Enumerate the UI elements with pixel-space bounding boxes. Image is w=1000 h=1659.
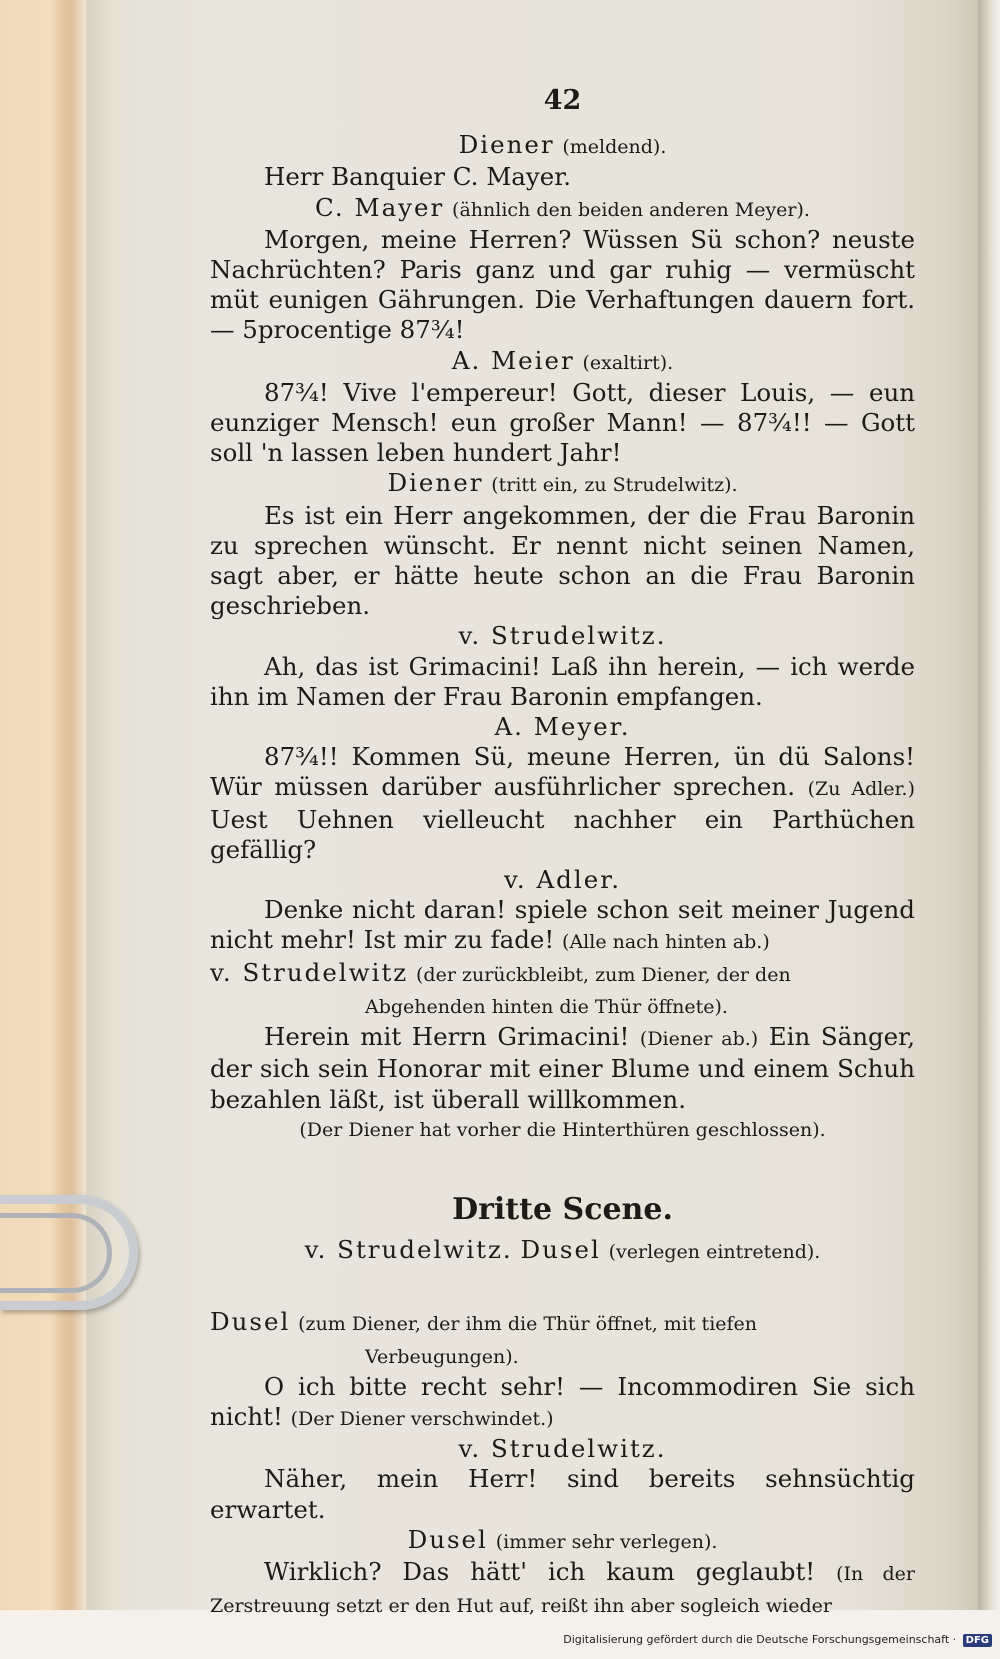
scene-heading: Dritte Scene. xyxy=(452,1191,673,1227)
page-text xyxy=(210,86,915,1621)
stage-direction: (Der Diener hat vorher die Hinterthüren geschlossen). xyxy=(299,1118,826,1141)
page-number: 42 xyxy=(543,85,582,116)
book-page-edges xyxy=(0,0,86,1659)
speaker-line: v. Strudelwitz (der zurückbleibt, zum Diener, der den Abgehenden hinten die Thür öffnete). xyxy=(210,957,791,1018)
speaker-line: A. Meier (exaltirt). xyxy=(451,345,674,375)
page-gutter-shadow xyxy=(978,0,1000,1610)
speaker-line: Diener (tritt ein, zu Strudelwitz). xyxy=(387,468,738,498)
speaker-line: A. Meyer. xyxy=(494,712,631,742)
speech-paragraph: 87¾! Vive l'empereur! Gott, dieser Louis, — eun eunziger Mensch! eun großer Mann! — 87¾!! — Gott soll 'n lassen leben hundert Jahr! xyxy=(210,377,915,468)
dfg-logo: DFG xyxy=(963,1634,992,1647)
digitization-credit xyxy=(563,1633,992,1647)
speech-paragraph: Ah, das ist Grimacini! Laß ihn herein, — ich werde ihn im Namen der Frau Baronin empfangen. xyxy=(210,651,915,711)
speech-paragraph: Herein mit Herrn Grimacini! (Diener ab.) Ein Sänger, der sich sein Honorar mit einer Blume und einem Schuh bezahlen läßt, ist überall willkommen. xyxy=(210,1022,915,1114)
speaker-line: C. Mayer (ähnlich den beiden anderen Meyer). xyxy=(315,192,810,222)
speech-paragraph: Wirklich? Das hätt' ich kaum geglaubt! (In der Zerstreuung setzt er den Hut auf, reißt ihn aber sogleich wieder xyxy=(210,1556,915,1618)
speaker-line: v. Strudelwitz. xyxy=(458,621,667,651)
scene-cast: v. Strudelwitz. Dusel (verlegen eintretend). xyxy=(304,1235,821,1265)
speech-paragraph: 87¾!! Kommen Sü, meune Herren, ün dü Salons! Wür müssen darüber ausführlicher sprechen. (Zu Adler.) Uest Uehnen vielleucht nachher ein Parthüchen gefällig? xyxy=(210,742,916,864)
speech-paragraph: Denke nicht daran! spiele schon seit meiner Jugend nicht mehr! Ist mir zu fade! (Alle nach hinten ab.) xyxy=(210,895,915,955)
speaker-line: Diener (meldend). xyxy=(458,130,667,160)
paper-clip-inner-icon xyxy=(0,1213,112,1293)
speaker-line: Dusel (immer sehr verlegen). xyxy=(407,1524,718,1554)
speech-line: Herr Banquier C. Mayer. xyxy=(264,162,572,192)
speaker-line: v. Adler. xyxy=(503,865,622,895)
speaker-line: v. Strudelwitz. xyxy=(458,1434,667,1464)
speaker-line: Dusel (zum Diener, der ihm die Thür öffnet, mit tiefen Verbeugungen). xyxy=(210,1307,758,1368)
credit-text: Digitalisierung gefördert durch die Deutsche Forschungsgemeinschaft · xyxy=(563,1633,957,1646)
speech-paragraph: Näher, mein Herr! sind bereits sehnsüchtig erwartet. xyxy=(210,1464,915,1524)
speech-paragraph: Es ist ein Herr angekommen, der die Frau Baronin zu sprechen wünscht. Er nennt nicht seinen Namen, sagt aber, er hätte heute schon an die Frau Baronin geschrieben. xyxy=(210,500,915,621)
speech-paragraph: Morgen, meine Herren? Wüssen Sü schon? neuste Nachrüchten? Paris ganz und gar ruhig — vermüscht müt eunigen Gährungen. Die Verhaftungen dauern fort. — 5procentige 87¾! xyxy=(210,224,915,345)
speech-paragraph: O ich bitte recht sehr! — Incommodiren Sie sich nicht! (Der Diener verschwindet.) xyxy=(210,1371,915,1431)
